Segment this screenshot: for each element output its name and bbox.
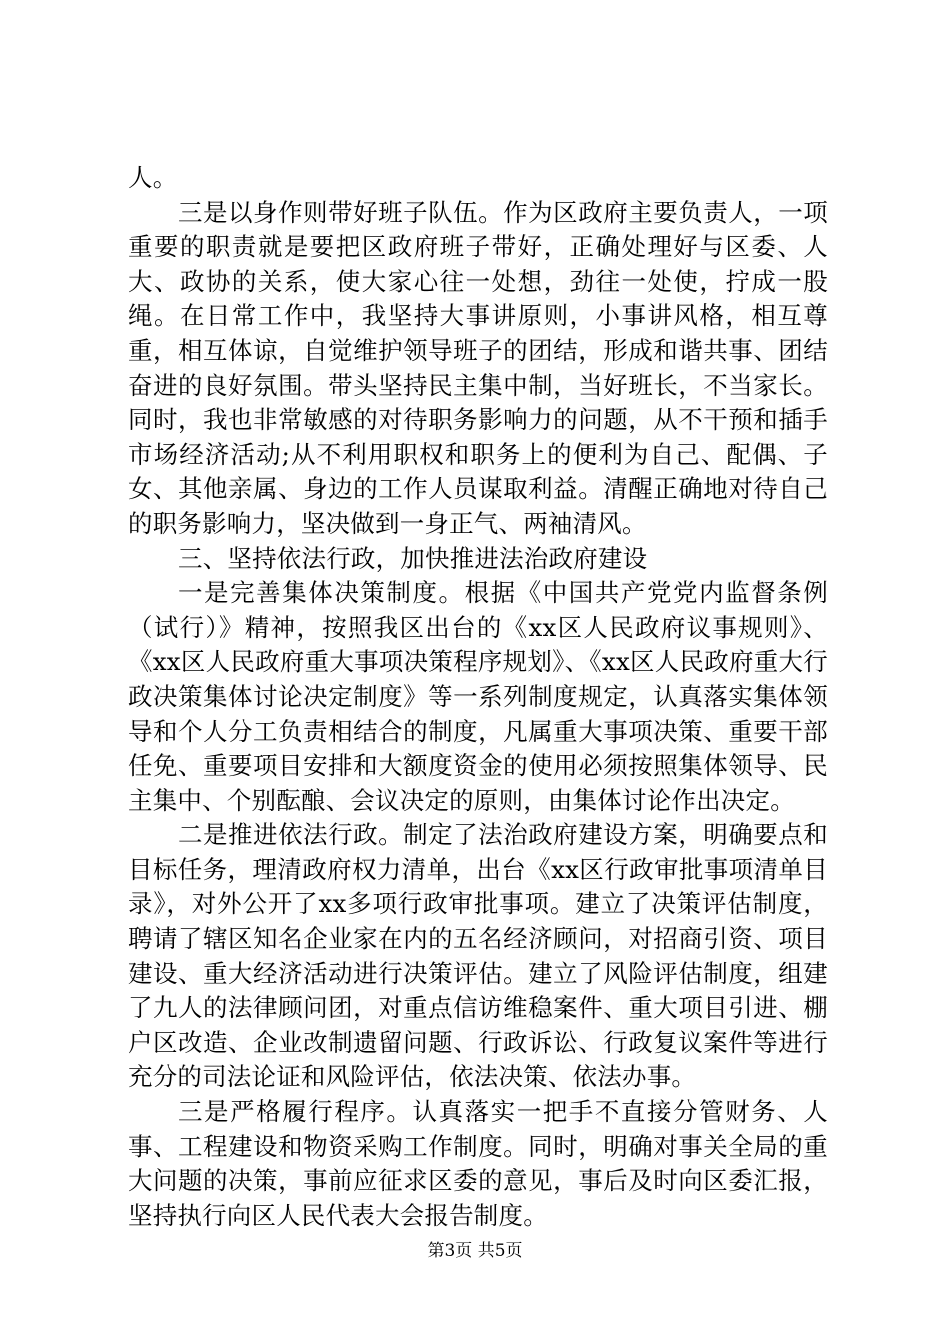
- paragraph-continuation: 人。: [128, 163, 178, 192]
- paragraph-strict-procedure: 三是严格履行程序。认真落实一把手不直接分管财务、人事、工程建设和物资采购工作制度。同时，明确对事关全局的重大问题的决策，事前应征求区委的意见，事后及时向区委汇报，坚持执行向区人民代表大会报告制度。: [128, 1097, 828, 1230]
- paragraph-administration-by-law: 二是推进依法行政。制定了法治政府建设方案，明确要点和目标任务，理清政府权力清单，出台《xx区行政审批事项清单目录》，对外公开了xx多项行政审批事项。建立了决策评估制度，聘请了辖区知名企业家在内的五名经济顾问，对招商引资、项目建设、重大经济活动进行决策评估。建立了风险评估制度，组建了九人的法律顾问团，对重点信访维稳案件、重大项目引进、棚户区改造、企业改制遗留问题、行政诉讼、行政复议案件等进行充分的司法论证和风险评估，依法决策、依法办事。: [128, 820, 828, 1092]
- page-number-footer: 第3页 共5页: [427, 1241, 523, 1261]
- document-body: [128, 161, 828, 1233]
- section-heading-rule-of-law: 三、坚持依法行政，加快推进法治政府建设: [178, 543, 648, 573]
- paragraph-team-leadership: 三是以身作则带好班子队伍。作为区政府主要负责人，一项重要的职责就是要把区政府班子带好，正确处理好与区委、人大、政协的关系，使大家心往一处想，劲往一处使，拧成一股绳。在日常工作中，我坚持大事讲原则，小事讲风格，相互尊重，相互体谅，自觉维护领导班子的团结，形成和谐共事、团结奋进的良好氛围。带头坚持民主集中制，当好班长，不当家长。同时，我也非常敏感的对待职务影响力的问题，从不干预和插手市场经济活动;从不利用职权和职务上的便利为自己、配偶、子女、其他亲属、身边的工作人员谋取利益。清醒正确地对待自己的职务影响力，坚决做到一身正气、两袖清风。: [128, 197, 828, 538]
- paragraph-collective-decision: 一是完善集体决策制度。根据《中国共产党党内监督条例（试行）》精神，按照我区出台的《xx区人民政府议事规则》、《xx区人民政府重大事项决策程序规划》、《xx区人民政府重大行政决策集体讨论决定制度》等一系列制度规定，认真落实集体领导和个人分工负责相结合的制度，凡属重大事项决策、重要干部任免、重要项目安排和大额度资金的使用必须按照集体领导、民主集中、个别酝酿、会议决定的原则，由集体讨论作出决定。: [128, 578, 828, 815]
